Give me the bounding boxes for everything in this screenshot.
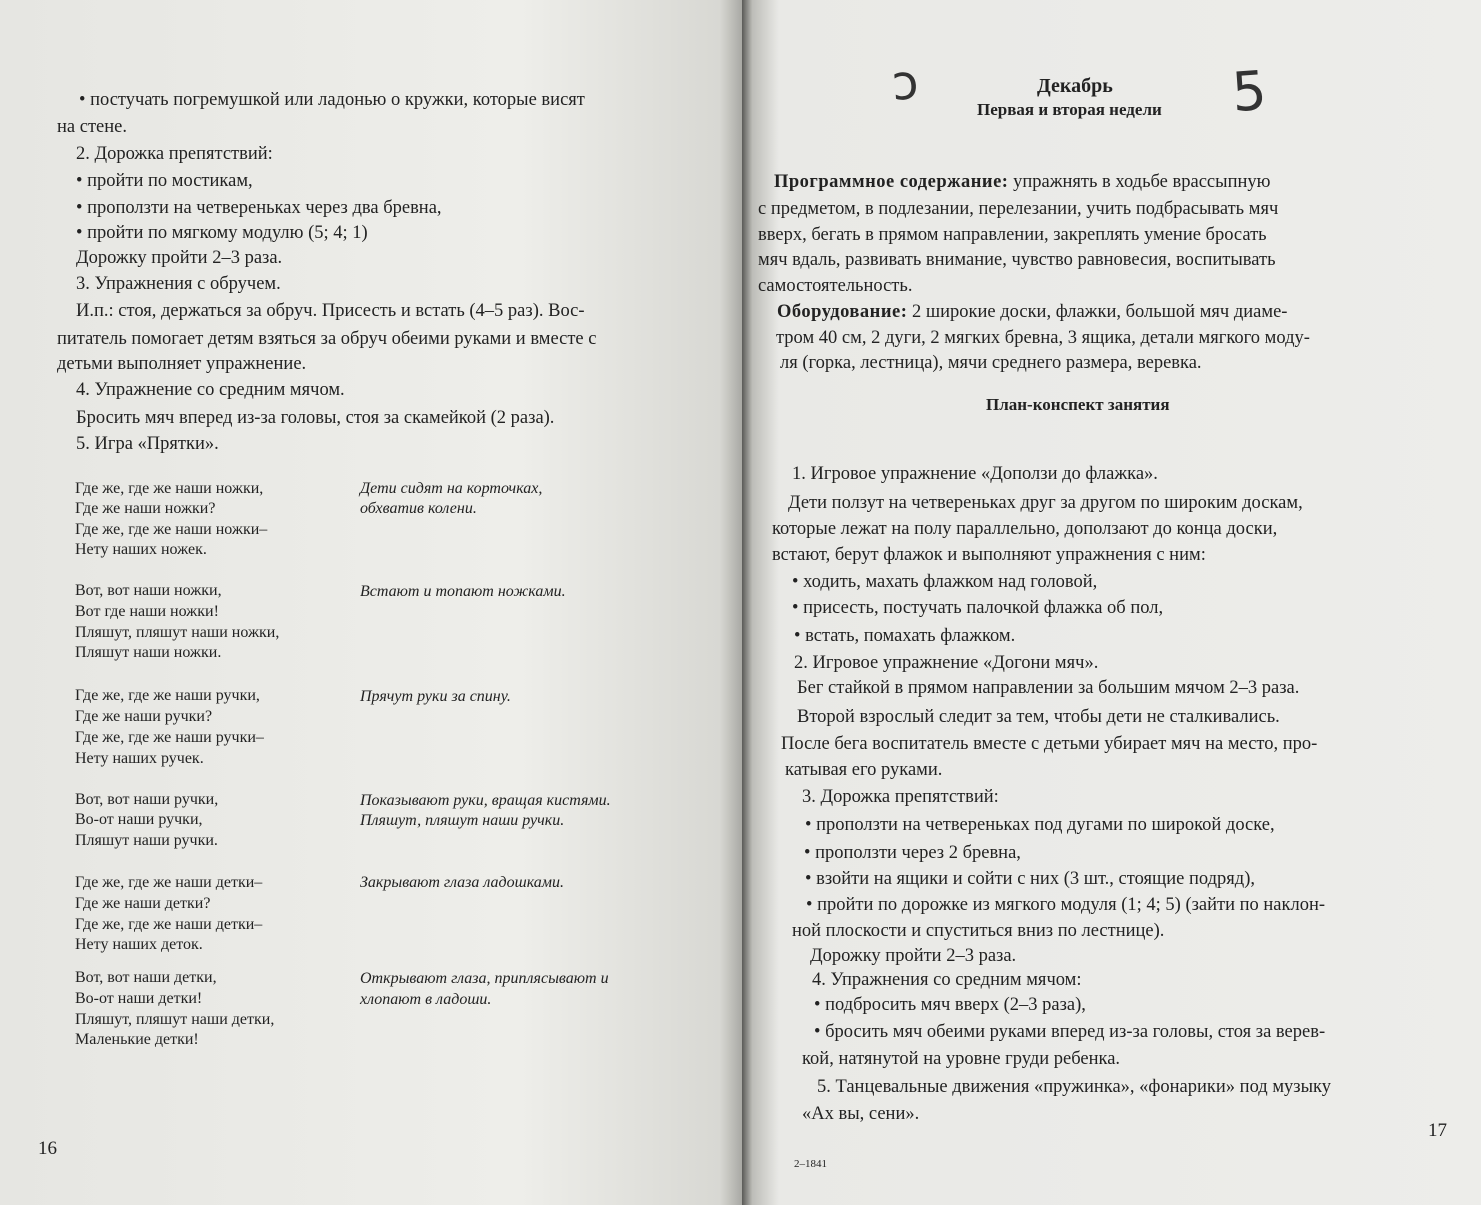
poem-line: Нету наших ручек. — [75, 750, 204, 767]
poem-line: Вот, вот наши ручки, — [75, 791, 219, 808]
handwritten-mark-icon: ↄ — [890, 54, 921, 112]
poem-line: Где же наши ножки? — [75, 500, 216, 517]
text-line: 4. Упражнение со средним мячом. — [76, 380, 345, 400]
text-line: • взойти на ящики и сойти с них (3 шт., стоящие подряд), — [805, 869, 1255, 889]
text-line: «Ах вы, сени». — [802, 1104, 920, 1124]
text-line: встают, берут флажок и выполняют упражнения с ним: — [772, 545, 1206, 565]
text-line: • постучать погремушкой или ладонью о кружки, которые висят — [79, 90, 585, 110]
text-line: • проползти на четвереньках через два бревна, — [76, 198, 442, 218]
poem-line: Где же, где же наши детки– — [75, 874, 263, 891]
text-line: детьми выполняет упражнение. — [57, 354, 307, 374]
plan-heading: План-конспект занятия — [986, 395, 1170, 414]
poem-line: Маленькие детки! — [75, 1031, 199, 1048]
poem-line: Где же наши ручки? — [75, 708, 213, 725]
text-line: • проползти через 2 бревна, — [804, 843, 1021, 863]
stage-direction: Показывают руки, вращая кистями. — [360, 792, 611, 809]
text-line: Бег стайкой в прямом направлении за большим мячом 2–3 раза. — [797, 678, 1300, 698]
poem-line: Пляшут, пляшут наши ножки, — [75, 624, 280, 641]
text-line: • присесть, постучать палочкой флажка об пол, — [792, 598, 1164, 618]
text-line: • встать, помахать флажком. — [794, 626, 1016, 646]
text-line: на стене. — [57, 117, 127, 137]
text-line: • пройти по мостикам, — [76, 171, 253, 191]
page-number-left: 16 — [38, 1138, 57, 1159]
text-line: которые лежат на полу параллельно, доползают до конца доски, — [772, 519, 1278, 539]
text-line: Бросить мяч вперед из-за головы, стоя за скамейкой (2 раза). — [76, 408, 555, 428]
stage-direction: Прячут руки за спину. — [360, 688, 511, 705]
text-line: 5. Игра «Прятки». — [76, 434, 219, 454]
poem-line: Где же наши детки? — [75, 895, 211, 912]
stage-direction: Пляшут, пляшут наши ручки. — [360, 812, 565, 829]
text-line: Второй взрослый следит за тем, чтобы дети не сталкивались. — [797, 707, 1280, 727]
equipment-paragraph — [777, 300, 1287, 324]
stage-direction: Дети сидят на корточках, — [360, 480, 543, 497]
text-line: вверх, бегать в прямом направлении, закреплять умение бросать — [758, 225, 1267, 245]
text-line: • пройти по мягкому модулю (5; 4; 1) — [76, 223, 368, 243]
text-line: кой, натянутой на уровне груди ребенка. — [802, 1049, 1121, 1069]
signature-mark: 2–1841 — [794, 1158, 827, 1170]
text-line: Дети ползут на четвереньках друг за другом по широким доскам, — [788, 493, 1303, 513]
text-line: 3. Упражнения с обручем. — [76, 274, 281, 294]
text-line: самостоятельность. — [758, 276, 913, 296]
poem-line: Во-от наши детки! — [75, 990, 203, 1007]
poem-line: Где же, где же наши ножки– — [75, 521, 268, 538]
poem-line: Вот, вот наши детки, — [75, 969, 217, 986]
right-page — [742, 0, 1481, 1205]
text-line: После бега воспитатель вместе с детьми убирает мяч на место, про- — [781, 734, 1318, 754]
poem-line: Где же, где же наши ручки, — [75, 687, 260, 704]
poem-line: Пляшут, пляшут наши детки, — [75, 1011, 275, 1028]
stage-direction: обхватив колени. — [360, 500, 477, 517]
text-line: • проползти на четвереньках под дугами по широкой доске, — [805, 815, 1275, 835]
poem-line: Где же, где же наши детки– — [75, 916, 263, 933]
text-line: 5. Танцевальные движения «пружинка», «фонарики» под музыку — [817, 1077, 1331, 1097]
text-line: упражнять в ходьбе врассыпную — [1008, 172, 1271, 192]
text-line: ля (горка, лестница), мячи среднего размера, веревка. — [780, 353, 1202, 373]
poem-line: Во-от наши ручки, — [75, 811, 203, 828]
text-line: 2 широкие доски, флажки, большой мяч диаме- — [907, 302, 1288, 322]
text-line: ной плоскости и спуститься вниз по лестнице). — [792, 921, 1165, 941]
handwritten-number: 5 — [1229, 58, 1269, 125]
text-line: мяч вдаль, развивать внимание, чувство равновесия, воспитывать — [758, 250, 1276, 270]
page-number-right: 17 — [1428, 1120, 1447, 1141]
program-paragraph — [774, 170, 1270, 194]
text-line: катывая его руками. — [785, 760, 943, 780]
text-line: • подбросить мяч вверх (2–3 раза), — [814, 995, 1086, 1015]
poem-line: Нету наших деток. — [75, 936, 203, 953]
page-subtitle: Первая и вторая недели — [977, 100, 1162, 119]
text-line: 4. Упражнения со средним мячом: — [812, 970, 1082, 990]
text-line: Дорожку пройти 2–3 раза. — [810, 946, 1017, 966]
stage-direction: Открывают глаза, приплясывают и — [360, 970, 609, 987]
program-label: Программное содержание: — [774, 172, 1009, 192]
text-line: 1. Игровое упражнение «Доползи до флажка». — [792, 464, 1158, 484]
text-line: • ходить, махать флажком над головой, — [792, 572, 1098, 592]
text-line: тром 40 см, 2 дуги, 2 мягких бревна, 3 ящика, детали мягкого моду- — [776, 328, 1310, 348]
stage-direction: Встают и топают ножками. — [360, 583, 566, 600]
text-line: с предметом, в подлезании, перелезании, учить подбрасывать мяч — [758, 199, 1279, 219]
stage-direction: хлопают в ладоши. — [360, 991, 492, 1008]
text-line: И.п.: стоя, держаться за обруч. Присесть и встать (4–5 раз). Вос- — [76, 301, 585, 321]
poem-line: Вот где наши ножки! — [75, 603, 219, 620]
poem-line: Пляшут наши ножки. — [75, 644, 222, 661]
text-line: Дорожку пройти 2–3 раза. — [76, 248, 283, 268]
poem-line: Нету наших ножек. — [75, 541, 207, 558]
stage-direction: Закрывают глаза ладошками. — [360, 874, 564, 891]
poem-line: Вот, вот наши ножки, — [75, 582, 222, 599]
text-line: 3. Дорожка препятствий: — [802, 787, 999, 807]
poem-line: Где же, где же наши ножки, — [75, 480, 264, 497]
text-line: 2. Дорожка препятствий: — [76, 144, 273, 164]
page-title: Декабрь — [1037, 75, 1113, 97]
text-line: питатель помогает детям взяться за обруч обеими руками и вместе с — [57, 329, 597, 349]
text-line: 2. Игровое упражнение «Догони мяч». — [794, 653, 1099, 673]
equipment-label: Оборудование: — [777, 302, 908, 322]
text-line: • пройти по дорожке из мягкого модуля (1; 4; 5) (зайти по наклон- — [806, 895, 1326, 915]
poem-line: Где же, где же наши ручки– — [75, 729, 264, 746]
text-line: • бросить мяч обеими руками вперед из-за головы, стоя за верев- — [814, 1022, 1326, 1042]
poem-line: Пляшут наши ручки. — [75, 832, 218, 849]
